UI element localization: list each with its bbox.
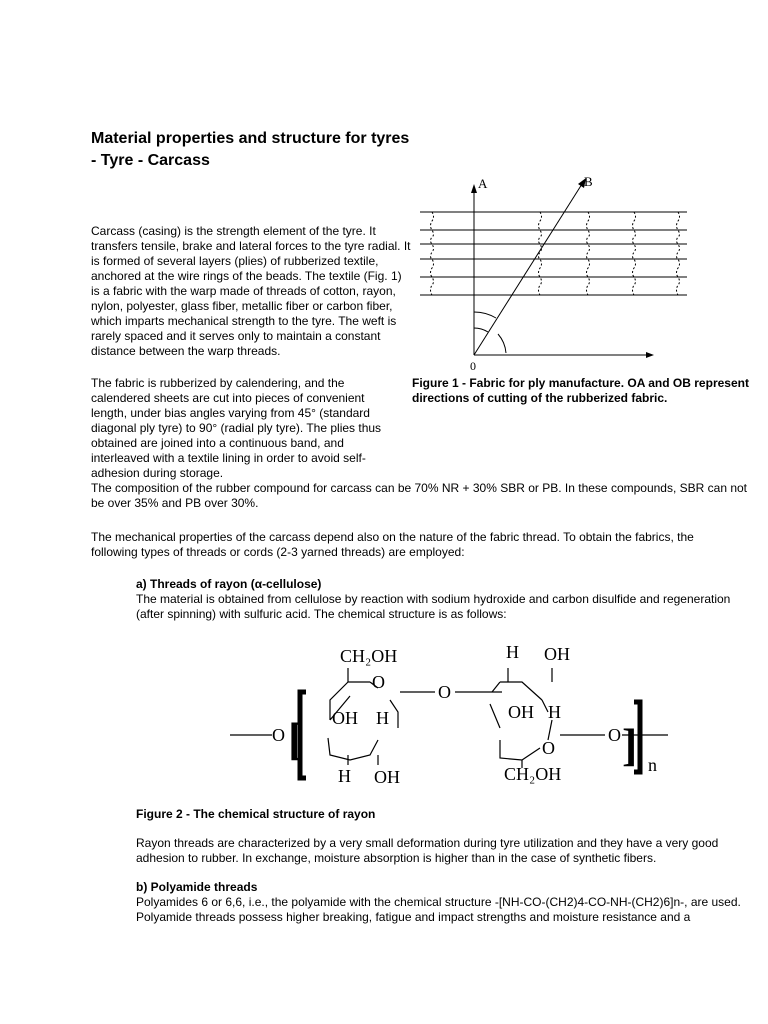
composition-paragraph: The composition of the rubber compound for carcass can be 70% NR + 30% SBR or PB. In these compounds, SBR can not be over 35% and PB over 30%. xyxy=(91,481,748,510)
intro-paragraph: Carcass (casing) is the strength element of the tyre. It transfers tensile, brake and lateral forces to the tyre radial. It is formed of several layers (plies) of rubberized textile, anchored at the wire rings of the beads. The textile (Fig. 1) is a fabric with the warp made of threads of cotton, rayon, nylon, polyester, glass fiber, metallic fiber or carbon fiber, which imparts mechanical strength to the tyre. The weft is rarely spaced and it serves only to maintain a constant distance between the warp threads. xyxy=(91,224,411,358)
direction-ob xyxy=(474,184,582,355)
rayon-paragraph: The material is obtained from cellulose by reaction with sodium hydroxide and carbon disulfide and regeneration (after spinning) with sulfuric acid. The chemical structure is as follows: xyxy=(136,592,731,621)
rayon-properties-paragraph: Rayon threads are characterized by a very small deformation during tyre utilization and they have a very good adhesion to rubber. In exchange, moisture absorption is higher than in the case of synthetic fibers. xyxy=(136,836,719,865)
chain-oxygen-left: O xyxy=(272,725,285,745)
mechanical-paragraph: The mechanical properties of the carcass depend also on the nature of the fabric thread. To obtain the fabrics, the following types of threads or cords (2-3 yarned threads) are employed: xyxy=(91,530,694,559)
label-o: 0 xyxy=(470,359,476,373)
bridge-oxygen: O xyxy=(438,682,451,702)
figure-2-caption: Figure 2 - The chemical structure of rayon xyxy=(136,807,376,821)
arrow-head-right xyxy=(646,352,654,358)
label-b: B xyxy=(584,174,593,189)
oh-ring-2: OH xyxy=(508,702,534,722)
h-ring-1: H xyxy=(376,708,389,728)
polyamide-heading: b) Polyamide threads xyxy=(136,880,258,894)
oh-bottom-1: OH xyxy=(374,767,400,787)
weft-thread xyxy=(539,212,542,295)
weft-thread xyxy=(587,212,590,295)
page-title: Material properties and structure for tyres - Tyre - Carcass xyxy=(91,130,410,169)
repeat-n: n xyxy=(648,755,657,775)
polyamide-paragraph: Polyamides 6 or 6,6, i.e., the polyamide with the chemical structure -[NH-CO-(CH2)4-CO-NH-(CH2)6]n-, are used. Polyamide threads possess higher breaking, fatigue and impact strengths and moisture resistance and a xyxy=(136,895,741,924)
h-bottom-1: H xyxy=(338,766,351,786)
weft-thread xyxy=(633,212,636,295)
arrow-head-a xyxy=(471,184,477,193)
chain-oxygen-right: O xyxy=(608,725,621,745)
h-top-2: H xyxy=(506,642,519,662)
bracket-right-glyph: ] xyxy=(622,719,638,770)
label-a: A xyxy=(478,176,488,191)
figure-1-fabric-diagram xyxy=(420,170,690,373)
angle-arc xyxy=(498,334,506,353)
figure-1-caption: Figure 1 - Fabric for ply manufacture. OA and OB represent directions of cutting of the rubberized fabric. xyxy=(412,376,749,405)
calendering-paragraph: The fabric is rubberized by calendering, and the calendered sheets are cut into pieces of convenient length, under bias angles varying from 45° (standard diagonal ply tyre) to 90° (radial ply tyre). The plies thus obtained are joined into a continuous band, and interleaved with a textile lining in order to avoid self-adhesion during storage. xyxy=(91,376,382,480)
bracket-left-glyph: [ xyxy=(288,713,304,764)
oh-top-2: OH xyxy=(544,644,570,664)
weft-thread xyxy=(677,212,680,295)
angle-arc xyxy=(474,328,488,332)
angle-arc xyxy=(474,312,496,318)
rayon-heading: a) Threads of rayon (α-cellulose) xyxy=(136,577,322,591)
ring-oxygen-2: O xyxy=(542,738,555,758)
oh-ring-1: OH xyxy=(332,708,358,728)
h-ring-2: H xyxy=(548,702,561,722)
figure-2-rayon-structure xyxy=(230,640,670,790)
weft-thread xyxy=(431,212,434,295)
ch2oh-bottom: CH₂OH xyxy=(504,764,562,784)
ring-oxygen-1: O xyxy=(372,672,385,692)
ch2oh-top: CH₂OH xyxy=(340,646,398,666)
